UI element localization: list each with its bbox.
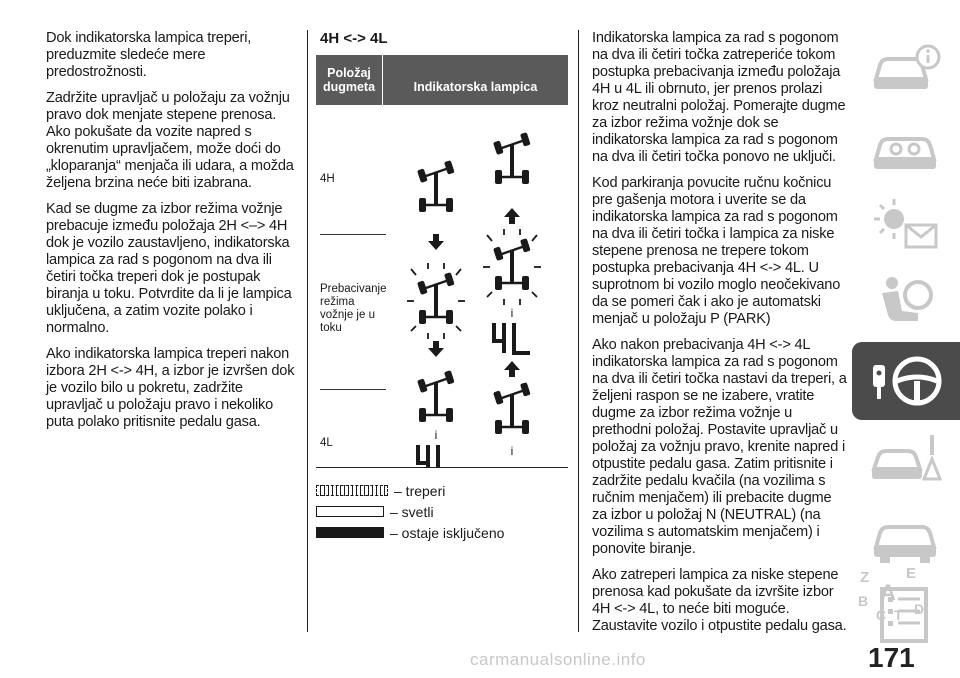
indicator-letter-i: i [510, 444, 514, 458]
header-button-position: Položaj dugmeta [316, 55, 383, 105]
swatch-flashing [316, 485, 388, 496]
four-wheel-drive-icon [493, 132, 531, 184]
warning-lights-icon [868, 195, 944, 255]
indicator-letter-i: i [510, 306, 514, 320]
column-divider [578, 30, 579, 632]
swatch-on [316, 506, 384, 517]
steering-key-icon [863, 351, 949, 411]
indicator-table-section [316, 30, 568, 543]
arrow-down-icon [428, 234, 444, 250]
legend [316, 480, 568, 543]
column-divider [307, 30, 308, 632]
tab-safety[interactable] [852, 264, 960, 342]
watermark: carmanualsonline.info [470, 650, 646, 669]
paragraph: Ako nakon prebacivanja 4H <-> 4L indikatorska lampica za rad s pogonom na dva ili četiri točka nastavi da treperi, a željeni raspon se ne izabere, vratite dugme za izbor režima vožnje u prethodni položaj. Postavite upravljač u položaj za vožnju pravo, krenite napred i otpustite pedalu gasa. Zatim pritisnite i zadržite pedalu kvačila (na vozilima s ručnim menjačem) ili prebacite dugme za izbor u položaj N (NEUTRAL) (na vozilima s automatskim menjačem) i ponovite biranje. [592, 337, 847, 557]
row-divider [320, 234, 386, 235]
legend-label: – svetli [390, 503, 434, 520]
indicator-letter-i: i [434, 428, 438, 442]
legend-flashing [316, 480, 568, 501]
legend-label: – treperi [394, 482, 446, 499]
index-letter: Z [860, 569, 870, 586]
row-label-4l: 4L [320, 437, 333, 449]
four-wheel-drive-icon [493, 382, 531, 434]
swatch-off [316, 527, 384, 538]
paragraph: Indikatorska lampica za rad s pogonom na dva ili četiri točka zatreperiće tokom postupka prebacivanja između položaja 4H u 4L ili obrnuto, jer prenos prolazi kroz neutralni položaj. Pomerajte dugme za izbor režima vožnje dok se indikatorska lampica za rad s pogonom na dva ili četiri točka ponovo ne uključi. [592, 30, 846, 165]
arrow-down-icon [428, 341, 444, 357]
airbag-icon [868, 273, 944, 333]
car-breakdown-icon [868, 429, 944, 489]
row-label-shifting: Prebacivanje režima vožnje je u toku [320, 283, 387, 334]
table-body [316, 105, 568, 468]
tab-warning-lights[interactable] [852, 186, 960, 264]
arrow-up-icon [504, 361, 520, 377]
index-letter: E [906, 565, 917, 582]
four-wheel-drive-icon [417, 370, 455, 422]
index-letter: T [894, 607, 903, 623]
indicator-sequence-diagram [392, 105, 568, 467]
legend-label: – ostaje isključeno [390, 524, 505, 541]
paragraph: Dok indikatorska lampica treperi, preduzmite sledeće mere predostrožnosti. [46, 30, 252, 80]
four-wheel-drive-icon [417, 160, 455, 212]
tab-emergency[interactable] [852, 420, 960, 498]
index-letter: C [876, 607, 887, 623]
table-header [316, 55, 568, 105]
paragraph: Kod parkiranja povucite ručnu kočnicu pre gašenja motora i uverite se da indikatorska lampica za rad s pogonom na dva ili četiri točka i lampica za niske stepene prenosa ne trepere tokom postupka prebacivanja 4H <-> 4L. U suprotnom bi vozilo moglo neočekivano da se pomeri čak i ako je automatski menjač u položaju P (PARK) [592, 175, 841, 327]
index-letter: B [858, 593, 869, 609]
index-letter: D [914, 601, 925, 617]
car-dashboard-icon [868, 117, 944, 177]
four-wheel-drive-flashing-icon [407, 263, 465, 339]
right-text-column [592, 30, 847, 644]
paragraph: Ako zatreperi lampica za niske stepene prenosa kad pokušate da izvršite izbor 4H <-> 4L, to neće biti moguće. Zaustavite vozilo i otpustite pedalu gasa. [592, 567, 847, 634]
car-info-icon [868, 39, 944, 99]
low-range-4l-icon [418, 445, 454, 467]
tab-car-info[interactable] [852, 30, 960, 108]
row-divider [320, 389, 386, 390]
section-title: 4H <-> 4L [320, 30, 388, 47]
low-range-4l-flashing-icon [494, 323, 530, 353]
paragraph: Ako indikatorska lampica treperi nakon izbora 2H <-> 4H, a izbor je izvršen dok je vozilo bilo u pokretu, zadržite upravljač u položaju pravo i nekoliko puta polako pritisnite pedalu gasa. [46, 346, 295, 430]
header-indicator-lamp: Indikatorska lampica [413, 80, 538, 94]
four-wheel-drive-flashing-icon [483, 229, 541, 305]
alphabet-index-icon [852, 560, 960, 626]
arrow-up-icon [504, 208, 520, 224]
tab-index[interactable] [852, 560, 960, 626]
paragraph: Kad se dugme za izbor režima vožnje prebacuje između položaja 2H <–> 4H dok je vozilo zaustavljeno, indikatorska lampica za rad s pogonom na dva ili četiri točka treperi dok je postupak biranja u toku. Potvrdite da li je lampica uključena, a zatim vozite polako i normalno. [46, 201, 292, 336]
page-number: 171 [868, 642, 915, 673]
legend-off [316, 522, 568, 543]
paragraph: Zadržite upravljač u položaju za vožnju pravo dok menjate stepene prenosa. Ako pokušate da vozite napred s okrenutim upravljačem, može doći do „kloparanja“ menjača ili udara, a možda željena brzina neće biti izabrana. [46, 90, 294, 191]
legend-on [316, 501, 568, 522]
car-service-icon [868, 507, 944, 567]
row-label-4h: 4H [320, 173, 335, 185]
index-letter: A [880, 580, 896, 605]
tab-starting-driving[interactable] [852, 342, 960, 420]
tab-car-dashboard[interactable] [852, 108, 960, 186]
left-text-column [46, 30, 302, 440]
